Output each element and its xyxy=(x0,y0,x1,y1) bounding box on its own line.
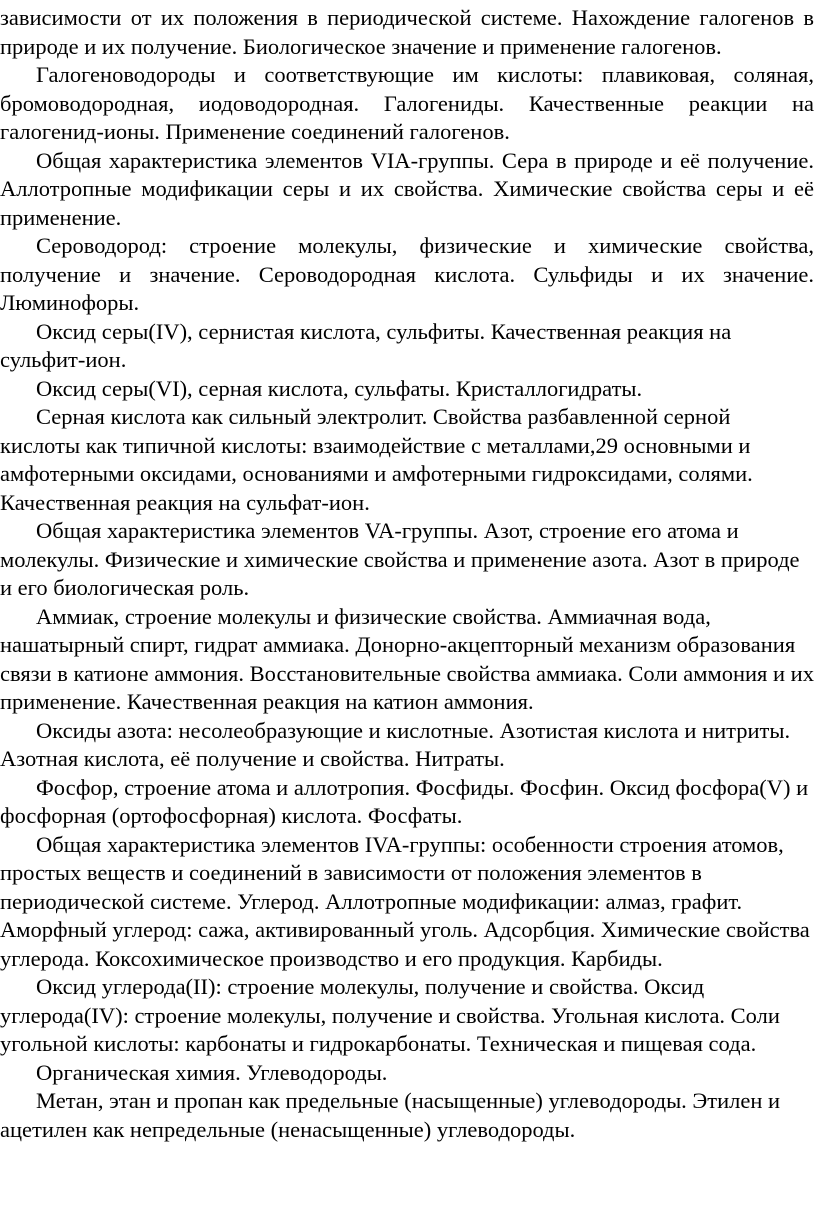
paragraph-carbon-oxides: Оксид углерода(II): строение молекулы, получение и свойства. Оксид углерода(IV): строение молекулы, получение и свойства. Угольная кислота. Соли угольной кислоты: карбонаты и гидрокарбонаты. Техническая и пищевая сода. xyxy=(0,974,780,1056)
paragraph-group-via: Общая характеристика элементов VIA-группы. Сера в природе и её получение. Аллотропные модификации серы и их свойства. Химические свойства серы и её применение. xyxy=(0,147,814,230)
paragraph-organic-chemistry-heading: Органическая химия. Углеводороды. xyxy=(36,1059,388,1085)
paragraph-nitrogen-oxides: Оксиды азота: несолеобразующие и кислотные. Азотистая кислота и нитриты. Азотная кислота, её получение и свойства. Нитраты. xyxy=(0,717,791,771)
paragraph-group-va: Общая характеристика элементов VA-группы. Азот, строение его атома и молекулы. Физические и химические свойства и применение азота. Азот в природе и его биологическая роль. xyxy=(0,518,800,600)
paragraph-group-iva: Общая характеристика элементов IVA-группы: особенности строения атомов, простых веществ и соединений в зависимости от положения элементов в периодической системе. Углерод. Аллотропные модификации: алмаз, графит. Аморфный углерод: сажа, активированный уголь. Адсорбция. Химические свойства углерода. Коксохимическое производство и его продукция. Карбиды. xyxy=(0,831,810,971)
paragraph-sulfuric-acid: Серная кислота как сильный электролит. Свойства разбавленной серной кислоты как типичной кислоты: взаимодействие с металлами,29 основными и амфотерными оксидами, основаниями и амфотерными гидроксидами, солями. Качественная реакция на сульфат-ион. xyxy=(0,404,753,515)
paragraph-hydrogen-sulfide: Сероводород: строение молекулы, физические и химические свойства, получение и значение. Сероводородная кислота. Сульфиды и их значение. Люминофоры. xyxy=(0,233,814,315)
paragraph-ammonia: Аммиак, строение молекулы и физические свойства. Аммиачная вода, нашатырный спирт, гидрат аммиака. Донорно-акцепторный механизм образования связи в катионе аммония. Восстановительные свойства аммиака. Соли аммония и их применение. Качественная реакция на катион аммония. xyxy=(0,603,814,714)
paragraph-hydrocarbons: Метан, этан и пропан как предельные (насыщенные) углеводороды. Этилен и ацетилен как непредельные (ненасыщенные) углеводороды. xyxy=(0,1088,781,1142)
paragraph-phosphorus: Фосфор, строение атома и аллотропия. Фосфиды. Фосфин. Оксид фосфора(V) и фосфорная (ортофосфорная) кислота. Фосфаты. xyxy=(0,774,809,828)
paragraph-halogens-continuation: зависимости от их положения в периодической системе. Нахождение галогенов в природе и их получение. Биологическое значение и применение галогенов. xyxy=(0,5,814,59)
paragraph-sulfur-dioxide: Оксид серы(IV), сернистая кислота, сульфиты. Качественная реакция на сульфит-ион. xyxy=(0,318,732,372)
paragraph-hydrogen-halides: Галогеноводороды и соответствующие им кислоты: плавиковая, соляная, бромоводородная, иодоводородная. Галогениды. Качественные реакции на галогенид-ионы. Применение соединений галогенов. xyxy=(0,62,814,144)
paragraph-sulfur-trioxide: Оксид серы(VI), серная кислота, сульфаты. Кристаллогидраты. xyxy=(36,375,643,401)
